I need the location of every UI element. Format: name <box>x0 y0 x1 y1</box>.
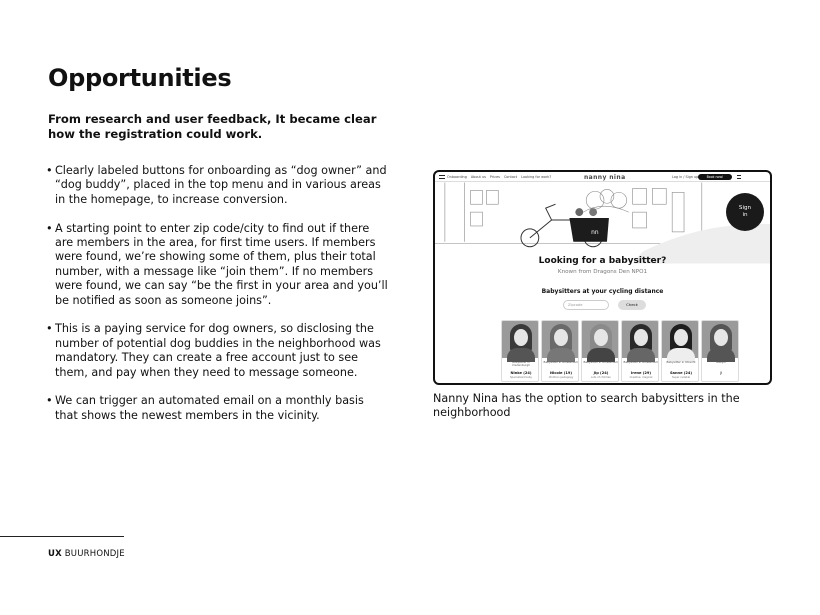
card-role: Babysitter in Utrecht <box>666 360 696 364</box>
nav-link[interactable]: Contact <box>503 175 518 179</box>
babysitter-photo <box>502 321 538 358</box>
mockup-caption: Nanny Nina has the option to search babysitters in the neighborhood <box>433 392 740 420</box>
footer-ux: UX <box>48 549 62 559</box>
sign-in-label: Sign <box>738 205 752 211</box>
card-name: Sanne (24) <box>669 371 693 375</box>
sign-in-button[interactable] <box>726 193 764 231</box>
babysitter-card[interactable] <box>541 320 579 382</box>
hero-illustration <box>435 182 770 264</box>
babysitter-cards <box>501 320 772 382</box>
nav-link[interactable]: Onboarding <box>447 175 467 179</box>
signin-link[interactable]: Log in / Sign up <box>672 175 699 179</box>
card-role: Babysi <box>716 360 726 364</box>
babysitter-photo <box>662 321 698 358</box>
list-item: • We can trigger an automated email on a monthly basis that shows the newest members in the vicinity. <box>46 394 388 423</box>
babysitter-photo <box>622 321 658 358</box>
card-subtitle: Children pedagogy <box>548 376 574 379</box>
footer-brand <box>48 549 125 559</box>
list-item: • Clearly labeled buttons for onboarding as “dog owner” and “dog buddy”, placed in the top menu and in various areas in the homepage, to increase conversion. <box>46 164 388 207</box>
nav-link[interactable]: About us <box>470 175 486 179</box>
list-item: • A starting point to enter zip code/city to find out if there are members in the area, for first time users. If members were found, we’re showing some of them, plus their total number, with a message like “join them”. If no members were found, we can say “be the first in your area and you’ll be notified as soon as someone joins”. <box>46 222 388 308</box>
nav-link[interactable]: Prices <box>489 175 500 179</box>
list-item: • This is a paying service for dog owners, so disclosing the number of potential dog buddies in the neighborhood was mandatory. They can create a free account just to see them, and pay when they need to message someone. <box>46 322 388 380</box>
card-name: Irene (29) <box>630 371 652 375</box>
card-role: Babysitter in Amsterdam <box>623 360 659 364</box>
site-logo[interactable]: nanny nina <box>584 173 626 181</box>
card-subtitle: Specialized baby <box>510 376 532 379</box>
hamburger-icon[interactable] <box>737 175 741 179</box>
babysitter-card[interactable] <box>581 320 619 382</box>
page-title: Opportunities <box>48 64 232 92</box>
nav-link[interactable]: Looking for work? <box>521 175 552 179</box>
babysitter-photo <box>582 321 618 358</box>
babysitter-card[interactable] <box>621 320 659 382</box>
check-button[interactable]: Check <box>618 300 646 310</box>
intro-text: From research and user feedback, It became clear how the registration could work. <box>48 112 377 141</box>
card-subtitle: Super reliable <box>671 376 691 379</box>
footer-divider <box>0 536 124 537</box>
website-mockup <box>433 170 772 385</box>
card-role: Babysitter in Amsterdam <box>543 360 579 364</box>
book-now-button[interactable]: Book now! <box>698 174 732 180</box>
card-role: Babysitter in Amsterdam <box>583 360 619 364</box>
babysitter-card[interactable] <box>661 320 699 382</box>
opportunity-list <box>46 164 388 438</box>
babysitter-card[interactable] <box>501 320 539 382</box>
card-name: J <box>720 371 722 375</box>
footer-name: BUURHONDJE <box>64 549 125 559</box>
card-name: Ninke (24) <box>510 371 532 375</box>
svg-text:nn: nn <box>591 229 599 236</box>
mockup-nav <box>435 172 770 182</box>
card-name: Nicole (19) <box>549 371 573 375</box>
card-name: Jip (24) <box>593 371 609 375</box>
babysitter-card[interactable] <box>701 320 739 382</box>
menu-icon[interactable] <box>439 175 445 179</box>
mockup-subheading: Known from Dragons Den NPO1 <box>557 269 648 275</box>
card-subtitle: Creative, magical <box>629 376 653 379</box>
zipcode-input[interactable]: Zipcode <box>563 300 609 310</box>
distance-heading: Babysitters at your cycling distance <box>541 288 664 295</box>
babysitter-photo <box>542 321 578 358</box>
sign-in-label: in <box>742 211 748 218</box>
mockup-heading: Looking for a babysitter? <box>538 256 667 266</box>
card-role: Babysitter in Vredenburgh <box>511 360 531 368</box>
babysitter-photo <box>702 321 738 358</box>
card-subtitle: Lots of children <box>591 376 611 379</box>
